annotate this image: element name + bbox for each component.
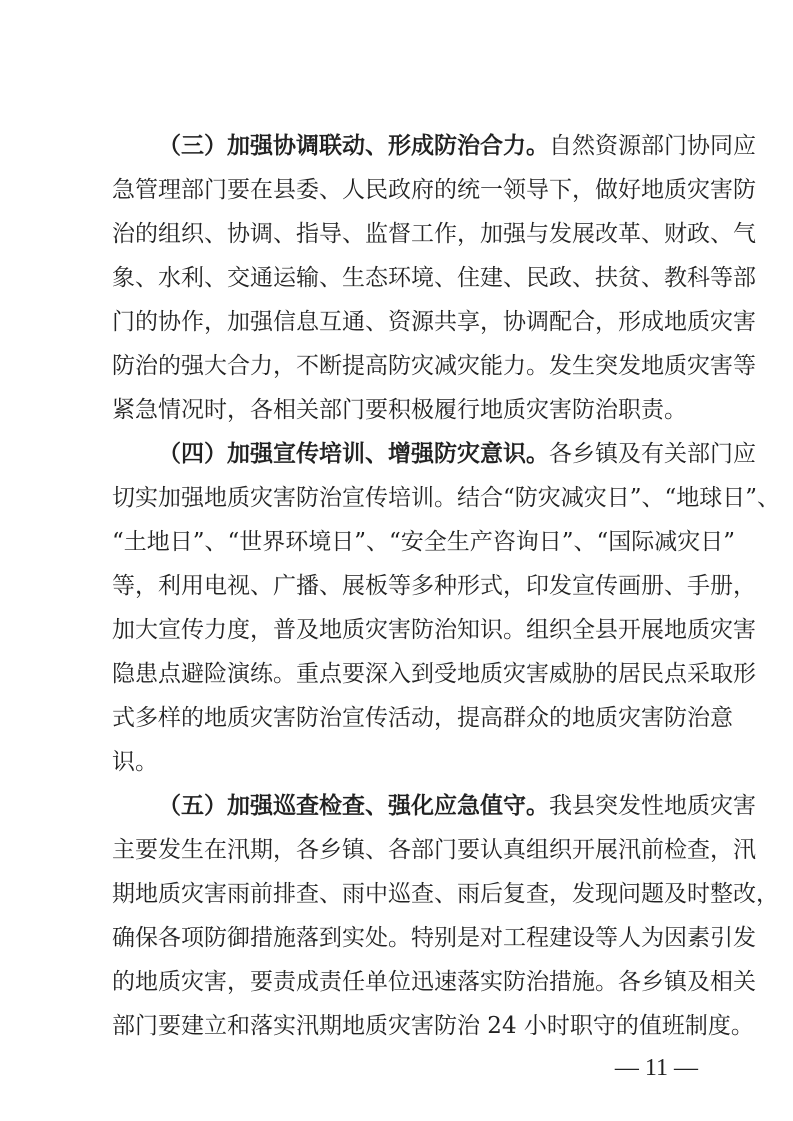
paragraph-line: “土地日”、“世界环境日”、“安全生产咨询日”、“国际减灾日” (112, 529, 736, 555)
paragraph-line (158, 786, 756, 826)
paragraph-line: 防治的强大合力，不断提高防灾减灾能力。发生突发地质灾害等 (112, 353, 756, 379)
paragraph-line: 确保各项防御措施落到实处。特别是对工程建设等人为因素引发 (112, 925, 756, 951)
page-number: — 11 — (614, 1055, 698, 1081)
paragraph-line: 式多样的地质灾害防治宣传活动，提高群众的地质灾害防治意 (112, 705, 733, 731)
line-text: 自然资源部门协同应 (549, 133, 756, 159)
paragraph-line: 切实加强地质灾害防治宣传培训。结合“防灾减灾日”、“地球日”、 (112, 485, 781, 511)
paragraph-line: 加大宣传力度，普及地质灾害防治知识。组织全县开展地质灾害 (112, 617, 756, 643)
section-heading: （三）加强协调联动、形成防治合力。 (158, 133, 549, 159)
paragraph-line: 识。 (112, 749, 158, 775)
section-heading: （五）加强巡查检查、强化应急值守。 (158, 793, 549, 819)
paragraph-line: 急管理部门要在县委、人民政府的统一领导下，做好地质灾害防 (112, 177, 756, 203)
paragraph-line: 期地质灾害雨前排查、雨中巡查、雨后复查，发现问题及时整改， (112, 881, 779, 907)
paragraph-line: 隐患点避险演练。重点要深入到受地质灾害威胁的居民点采取形 (112, 661, 756, 687)
paragraph-line: 治的组织、协调、指导、监督工作，加强与发展改革、财政、气 (112, 221, 756, 247)
paragraph-line: 等，利用电视、广播、展板等多种形式，印发宣传画册、手册， (112, 573, 756, 599)
line-text: 各乡镇及有关部门应 (549, 441, 756, 467)
paragraph-line: 的地质灾害，要责成责任单位迅速落实防治措施。各乡镇及相关 (112, 969, 756, 995)
section-heading: （四）加强宣传培训、增强防灾意识。 (158, 441, 549, 467)
paragraph-line: 主要发生在汛期，各乡镇、各部门要认真组织开展汛前检查，汛 (112, 837, 756, 863)
paragraph-line (158, 434, 756, 474)
paragraph-line: 部门要建立和落实汛期地质灾害防治 24 小时职守的值班制度。 (112, 1013, 754, 1039)
paragraph-line: 紧急情况时，各相关部门要积极履行地质灾害防治职责。 (112, 397, 687, 423)
paragraph-line: 象、水利、交通运输、生态环境、住建、民政、扶贫、教科等部 (112, 265, 756, 291)
paragraph-line: 门的协作，加强信息互通、资源共享，协调配合，形成地质灾害 (112, 309, 756, 335)
paragraph-line (158, 126, 756, 166)
line-text: 我县突发性地质灾害 (549, 793, 756, 819)
